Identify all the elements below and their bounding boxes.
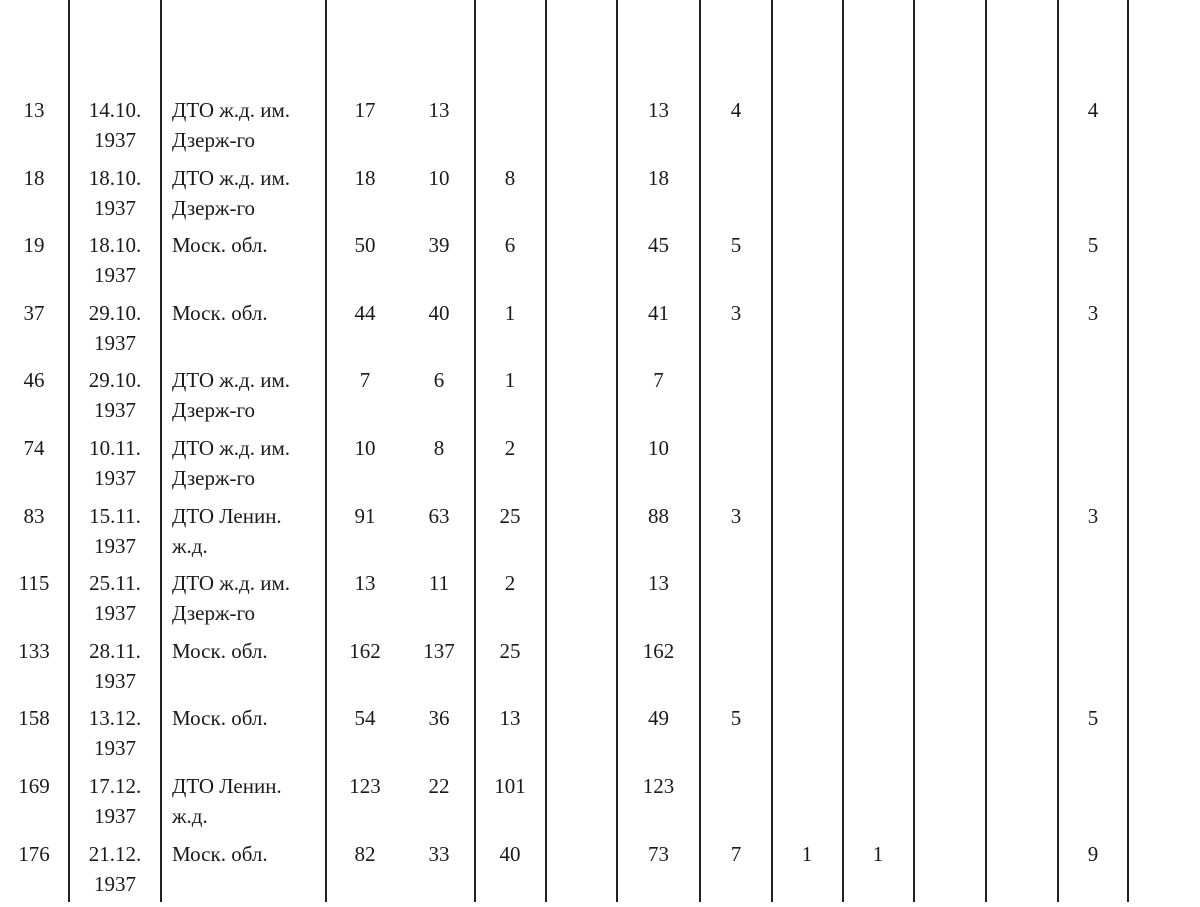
total-count: 50 xyxy=(354,233,376,257)
date-cell-line: 1937 xyxy=(94,128,136,152)
col7-count: 123 xyxy=(642,774,675,798)
record-number: 83 xyxy=(23,504,45,528)
organization-cell-line: Моск. обл. xyxy=(172,233,268,257)
col7-count: 73 xyxy=(648,842,669,866)
total-count: 162 xyxy=(349,639,381,663)
col5-count: 1 xyxy=(504,368,516,392)
total-count: 18 xyxy=(354,166,376,190)
date-cell-line: 29.10. xyxy=(88,301,142,325)
date-cell-line: 25.11. xyxy=(89,571,141,595)
col5-count: 6 xyxy=(504,233,516,257)
col4-count: 36 xyxy=(428,706,450,730)
organization-cell-line: ж.д. xyxy=(172,534,208,558)
total-count: 13 xyxy=(354,571,376,595)
table-row xyxy=(0,771,1200,839)
record-number: 158 xyxy=(18,706,50,730)
col13-count: 5 xyxy=(1087,233,1099,257)
col10-count: 1 xyxy=(872,842,884,866)
record-number: 37 xyxy=(23,301,45,325)
col4-count: 39 xyxy=(428,233,450,257)
col5-count: 25 xyxy=(499,504,521,528)
date-cell xyxy=(70,95,160,155)
organization-cell-line: Дзерж-го xyxy=(172,128,256,152)
col7-count: 18 xyxy=(648,166,669,190)
col7-count: 13 xyxy=(648,571,669,595)
record-number: 133 xyxy=(18,639,50,663)
table-row xyxy=(0,163,1200,231)
organization-cell xyxy=(172,433,327,493)
record-number: 18 xyxy=(23,166,45,190)
date-cell-line: 17.12. xyxy=(88,774,142,798)
col7-count: 162 xyxy=(642,639,675,663)
col5-count: 25 xyxy=(499,639,521,663)
organization-cell-line: Моск. обл. xyxy=(172,301,268,325)
col5-count: 8 xyxy=(504,166,516,190)
organization-cell xyxy=(172,298,327,328)
date-cell-line: 10.11. xyxy=(89,436,141,460)
col4-count: 63 xyxy=(428,504,450,528)
col4-count: 8 xyxy=(433,436,445,460)
organization-cell-line: ДТО ж.д. им. xyxy=(172,166,291,190)
date-cell-line: 1937 xyxy=(94,601,136,625)
table-row xyxy=(0,230,1200,298)
organization-cell-line: ДТО ж.д. им. xyxy=(172,98,291,122)
col13-count: 3 xyxy=(1087,504,1099,528)
date-cell xyxy=(70,163,160,223)
organization-cell-line: Моск. обл. xyxy=(172,706,268,730)
organization-cell-line: Дзерж-го xyxy=(172,466,256,490)
date-cell-line: 18.10. xyxy=(88,166,142,190)
col13-count: 5 xyxy=(1087,706,1099,730)
date-cell-line: 1937 xyxy=(94,872,136,896)
col13-count: 9 xyxy=(1087,842,1099,866)
date-cell-line: 1937 xyxy=(94,804,136,828)
col8-count: 7 xyxy=(730,842,742,866)
total-count: 7 xyxy=(359,368,371,392)
table-row xyxy=(0,501,1200,569)
organization-cell xyxy=(172,839,327,869)
date-cell xyxy=(70,703,160,763)
col7-count: 10 xyxy=(648,436,669,460)
date-cell-line: 1937 xyxy=(94,263,136,287)
date-cell xyxy=(70,839,160,899)
col5-count: 1 xyxy=(504,301,516,325)
col5-count: 13 xyxy=(499,706,521,730)
record-number: 115 xyxy=(18,571,50,595)
col4-count: 6 xyxy=(433,368,445,392)
organization-cell xyxy=(172,163,327,223)
organization-cell-line: Моск. обл. xyxy=(172,842,268,866)
col8-count: 5 xyxy=(730,706,742,730)
col13-count: 4 xyxy=(1087,98,1099,122)
table-row xyxy=(0,568,1200,636)
col8-count: 3 xyxy=(730,504,742,528)
date-cell-line: 1937 xyxy=(94,736,136,760)
organization-cell-line: ДТО ж.д. им. xyxy=(172,368,291,392)
organization-cell-line: ДТО Ленин. xyxy=(172,504,282,528)
date-cell xyxy=(70,298,160,358)
date-cell-line: 1937 xyxy=(94,196,136,220)
organization-cell-line: ДТО ж.д. им. xyxy=(172,436,291,460)
col7-count: 13 xyxy=(648,98,669,122)
date-cell-line: 14.10. xyxy=(88,98,142,122)
date-cell xyxy=(70,230,160,290)
col5-count: 101 xyxy=(494,774,526,798)
organization-cell xyxy=(172,771,327,831)
organization-cell-line: ДТО Ленин. xyxy=(172,774,282,798)
organization-cell-line: ж.д. xyxy=(172,804,208,828)
date-cell-line: 1937 xyxy=(94,331,136,355)
date-cell xyxy=(70,636,160,696)
col9-count: 1 xyxy=(801,842,813,866)
col7-count: 41 xyxy=(648,301,669,325)
organization-cell-line: Моск. обл. xyxy=(172,639,268,663)
col4-count: 22 xyxy=(428,774,450,798)
col8-count: 5 xyxy=(730,233,742,257)
table-row xyxy=(0,433,1200,501)
record-number: 176 xyxy=(18,842,50,866)
date-cell xyxy=(70,433,160,493)
date-cell xyxy=(70,771,160,831)
col5-count: 2 xyxy=(504,436,516,460)
date-cell xyxy=(70,501,160,561)
col4-count: 137 xyxy=(423,639,455,663)
col4-count: 33 xyxy=(428,842,450,866)
date-cell xyxy=(70,365,160,425)
col7-count: 49 xyxy=(648,706,669,730)
col4-count: 40 xyxy=(428,301,450,325)
col7-count: 45 xyxy=(648,233,669,257)
table-row xyxy=(0,298,1200,366)
col13-count: 3 xyxy=(1087,301,1099,325)
organization-cell xyxy=(172,501,327,561)
total-count: 10 xyxy=(354,436,376,460)
date-cell-line: 13.12. xyxy=(88,706,142,730)
date-cell-line: 29.10. xyxy=(88,368,142,392)
col5-count: 40 xyxy=(499,842,521,866)
table-row xyxy=(0,839,1200,907)
date-cell-line: 1937 xyxy=(94,669,136,693)
date-cell xyxy=(70,568,160,628)
total-count: 123 xyxy=(349,774,381,798)
total-count: 91 xyxy=(354,504,376,528)
total-count: 54 xyxy=(354,706,376,730)
col4-count: 13 xyxy=(428,98,450,122)
organization-cell xyxy=(172,95,327,155)
date-cell-line: 1937 xyxy=(94,466,136,490)
organization-cell xyxy=(172,365,327,425)
record-number: 13 xyxy=(23,98,45,122)
organization-cell xyxy=(172,636,327,666)
date-cell-line: 28.11. xyxy=(89,639,141,663)
organization-cell xyxy=(172,230,327,260)
total-count: 17 xyxy=(354,98,376,122)
organization-cell xyxy=(172,568,327,628)
col4-count: 11 xyxy=(428,571,450,595)
date-cell-line: 1937 xyxy=(94,534,136,558)
col5-count: 2 xyxy=(504,571,516,595)
date-cell-line: 21.12. xyxy=(88,842,142,866)
col7-count: 7 xyxy=(653,368,664,392)
col8-count: 4 xyxy=(730,98,742,122)
table-row xyxy=(0,365,1200,433)
table-row xyxy=(0,636,1200,704)
col7-count: 88 xyxy=(648,504,669,528)
col8-count: 3 xyxy=(730,301,742,325)
organization-cell-line: Дзерж-го xyxy=(172,196,256,220)
date-cell-line: 15.11. xyxy=(89,504,141,528)
table-row xyxy=(0,703,1200,771)
date-cell-line: 18.10. xyxy=(88,233,142,257)
organization-cell-line: Дзерж-го xyxy=(172,398,256,422)
organization-cell-line: ДТО ж.д. им. xyxy=(172,571,291,595)
record-number: 169 xyxy=(18,774,50,798)
table-row xyxy=(0,95,1200,163)
total-count: 82 xyxy=(354,842,376,866)
organization-cell xyxy=(172,703,327,733)
record-number: 46 xyxy=(23,368,45,392)
record-number: 74 xyxy=(23,436,45,460)
col4-count: 10 xyxy=(428,166,450,190)
total-count: 44 xyxy=(354,301,376,325)
record-number: 19 xyxy=(23,233,45,257)
date-cell-line: 1937 xyxy=(94,398,136,422)
organization-cell-line: Дзерж-го xyxy=(172,601,256,625)
